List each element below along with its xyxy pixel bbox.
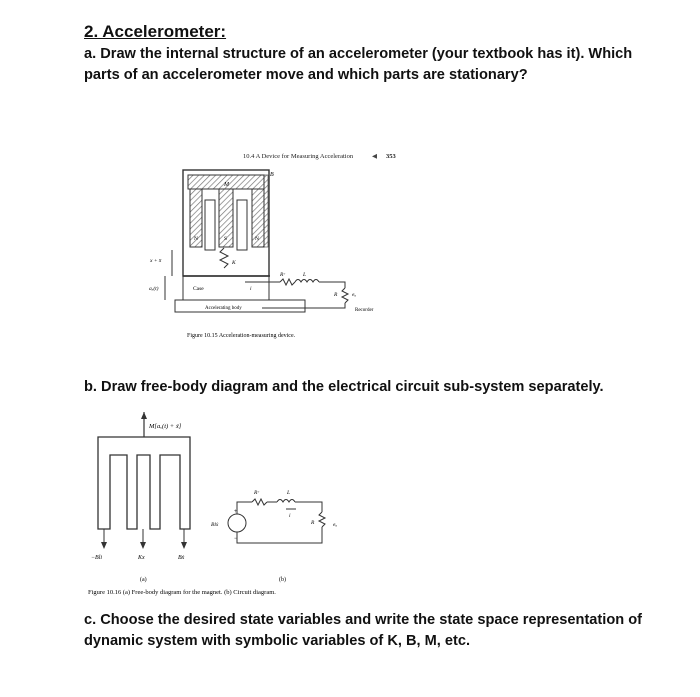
fig2-label-eo: eₒ <box>333 522 338 528</box>
question-c: c. Choose the desired state variables and write the state space representation of dynamic system with symbolic variables of K, B, M, etc. <box>84 612 642 649</box>
fig2-label-blx: Blẋ <box>211 522 219 528</box>
fig1-label-Rc: Rᶜ <box>280 272 285 278</box>
fig2-force-arrow-icon <box>141 412 147 419</box>
fig1-label-B: B <box>270 172 274 178</box>
fig2-arrow-bli-icon <box>101 542 107 549</box>
fig1-caption: Figure 10.15 Acceleration-measuring device. <box>187 333 296 339</box>
fig1-label-x: x + x̄ <box>150 258 162 264</box>
section-heading: 2. Accelerometer: <box>84 22 227 41</box>
fig1-label-i: i <box>250 286 252 292</box>
fig1-label-ax: aₓ(t) <box>149 286 159 292</box>
fig2-label-bx: Bẋ <box>178 555 185 561</box>
fig2-label-kx: Kx <box>138 555 145 561</box>
fig2-label-minus: − <box>234 536 238 542</box>
fig2-label-bli: −Bli <box>91 555 103 561</box>
fig2-voltage-source <box>228 514 246 532</box>
fig1-label-L: L <box>303 272 307 278</box>
fig2-sub-a: (a) <box>140 577 147 583</box>
fig2-label-i: i <box>289 513 291 519</box>
fig2-arrow-kx-icon <box>140 542 146 549</box>
fig2-arrow-bx-icon <box>181 542 187 549</box>
fig2-label-plus: + <box>234 509 238 515</box>
fig2-force-label: M[aₓ(t) + ẍ] <box>149 423 182 430</box>
question-a: a. Draw the internal structure of an accelerometer (your textbook has it). Which parts of an accelerometer move and which parts are stationary? <box>84 46 633 83</box>
fig1-triangle-icon: ◀ <box>372 153 377 160</box>
fig1-page-header: 10.4 A Device for Measuring Acceleration <box>243 153 354 160</box>
fig1-page-number: 353 <box>386 153 396 160</box>
fig2-magnet <box>98 437 190 529</box>
fig1-label-recorder: Recorder <box>355 308 374 313</box>
fig2-label-L: L <box>287 490 291 496</box>
fig1-label-N2: N <box>255 236 259 242</box>
fig2-resistor-rc <box>252 499 267 505</box>
fig2-label-Rc: Rᶜ <box>254 490 259 496</box>
question-b: b. Draw free-body diagram and the electrical circuit sub-system separately. <box>84 379 604 395</box>
fig1-label-M: M <box>224 182 229 188</box>
fig2-sub-b: (b) <box>279 577 286 583</box>
fig1-label-S: S <box>224 236 228 242</box>
fig2-inductor <box>277 500 295 503</box>
fig1-label-case: Case <box>193 286 204 292</box>
fig2-label-R: R <box>311 520 315 526</box>
fig1-label-N1: N <box>194 236 198 242</box>
fig2-caption: Figure 10.16 (a) Free-body diagram for the magnet. (b) Circuit diagram. <box>88 589 276 596</box>
fig1-label-K: K <box>232 260 236 266</box>
fig1-label-R: R <box>334 292 338 298</box>
fig2-resistor-r <box>319 512 325 527</box>
fig1-label-body: Accelerating body <box>205 306 242 311</box>
fig1-label-eo: eₒ <box>352 292 357 298</box>
